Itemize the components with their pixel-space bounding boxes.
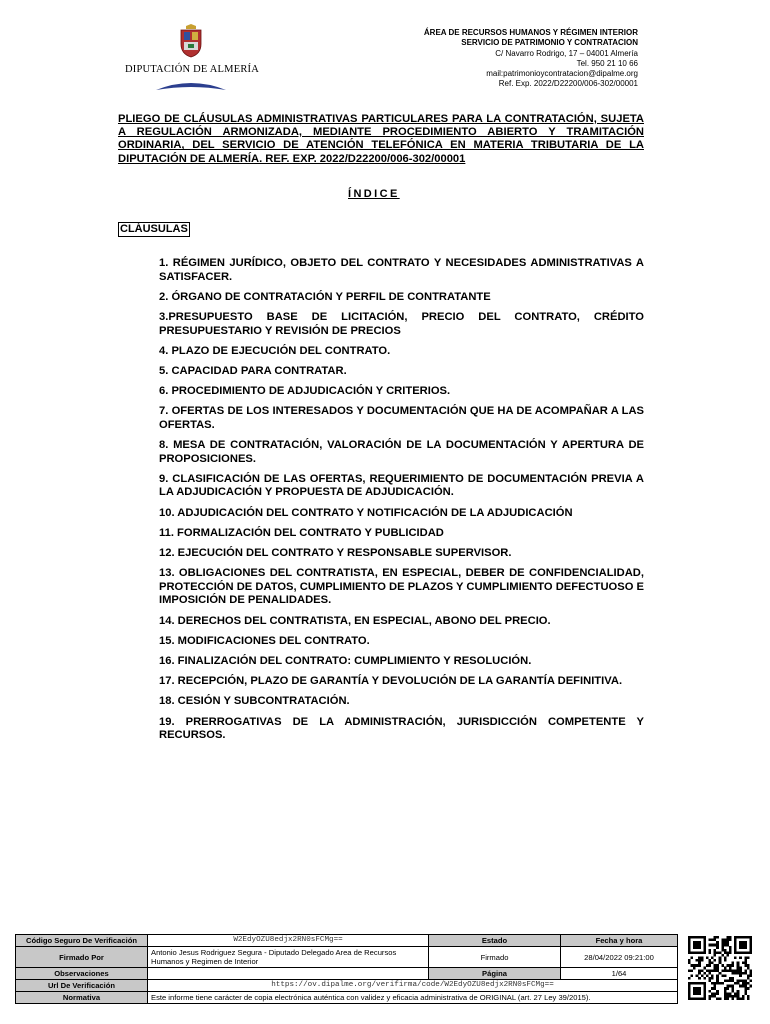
label-firmado-por: Firmado Por <box>16 947 148 968</box>
label-fecha: Fecha y hora <box>561 935 678 947</box>
header-service: SERVICIO DE PATRIMONIO Y CONTRATACION <box>461 38 638 48</box>
label-url: Url De Verificación <box>16 980 148 992</box>
toc-item: 12. EJECUCIÓN DEL CONTRATO Y RESPONSABLE SUPERVISOR. <box>159 547 512 560</box>
header-email[interactable]: mail:patrimonioycontratacion@dipalme.org <box>486 69 638 79</box>
toc-item: 14. DERECHOS DEL CONTRATISTA, EN ESPECIAL, ABONO DEL PRECIO. <box>159 614 551 627</box>
logo-text: DIPUTACIÓN DE ALMERÍA <box>124 64 260 75</box>
toc-item: 13. OBLIGACIONES DEL CONTRATISTA, EN ESPECIAL, DEBER DE CONFIDENCIALIDAD, PROTECCIÓN DE DATOS, CUMPLIMIENTO DE PLAZOS Y CUMPLIMIENTO DEFECTUOSO E IMPOSICIÓN DE PENALIDADES. <box>159 567 644 607</box>
toc-item: 19. PRERROGATIVAS DE LA ADMINISTRACIÓN, JURISDICCIÓN COMPETENTE Y RECURSOS. <box>159 715 644 742</box>
verification-code: W2EdyOZU8edjx2RN0sFCMg== <box>148 935 429 947</box>
observaciones-value <box>148 968 429 980</box>
toc-item: 6. PROCEDIMIENTO DE ADJUDICACIÓN Y CRITERIOS. <box>159 385 451 398</box>
toc-item: 5. CAPACIDAD PARA CONTRATAR. <box>159 364 347 377</box>
toc-item: 15. MODIFICACIONES DEL CONTRATO. <box>159 634 370 647</box>
normativa-value: Este informe tiene carácter de copia electrónica auténtica con validez y eficacia administrativa de ORIGINAL (art. 27 Ley 39/2015). <box>148 992 678 1004</box>
fecha-value: 28/04/2022 09:21:00 <box>561 947 678 968</box>
clausulas-heading: CLÁUSULAS <box>120 223 188 235</box>
toc-item: 4. PLAZO DE EJECUCIÓN DEL CONTRATO. <box>159 344 391 357</box>
coat-of-arms-icon <box>178 24 204 58</box>
label-normativa: Normativa <box>16 992 148 1004</box>
toc-item: 1. RÉGIMEN JURÍDICO, OBJETO DEL CONTRATO Y NECESIDADES ADMINISTRATIVAS A SATISFACER. <box>159 257 644 283</box>
header-address: C/ Navarro Rodrigo, 17 – 04001 Almería <box>495 48 638 58</box>
index-heading: ÍNDICE <box>348 188 400 200</box>
toc-item: 11. FORMALIZACIÓN DEL CONTRATO Y PUBLICIDAD <box>159 526 444 539</box>
toc-item: 9. CLASIFICACIÓN DE LAS OFERTAS, REQUERIMIENTO DE DOCUMENTACIÓN PREVIA A LA ADJUDICACIÓN Y PROPUESTA DE ADJUDICACIÓN. <box>159 472 644 499</box>
header-area: ÁREA DE RECURSOS HUMANOS Y RÉGIMEN INTERIOR <box>423 28 638 37</box>
label-observaciones: Observaciones <box>16 968 148 980</box>
toc-item: 8. MESA DE CONTRATACIÓN, VALORACIÓN DE LA DOCUMENTACIÓN Y APERTURA DE PROPOSICIONES. <box>159 439 644 465</box>
toc-item: 10. ADJUDICACIÓN DEL CONTRATO Y NOTIFICACIÓN DE LA ADJUDICACIÓN <box>159 506 573 519</box>
header-ref: Ref. Exp. 2022/D22200/006-302/00001 <box>498 79 638 89</box>
logo-swoosh <box>156 78 226 92</box>
diputacion-logo <box>122 22 262 94</box>
toc-item: 7. OFERTAS DE LOS INTERESADOS Y DOCUMENTACIÓN QUE HA DE ACOMPAÑAR A LAS OFERTAS. <box>159 405 644 431</box>
table-of-contents <box>159 257 644 749</box>
verification-url[interactable]: https://ov.dipalme.org/verifirma/code/W2EdyOZU8edjx2RN0sFCMg== <box>148 980 678 992</box>
signature-verification-table <box>15 934 678 1004</box>
toc-item: 2. ÓRGANO DE CONTRATACIÓN Y PERFIL DE CONTRATANTE <box>159 290 491 303</box>
document-title: PLIEGO DE CLÁUSULAS ADMINISTRATIVAS PARTICULARES PARA LA CONTRATACIÓN, SUJETA A REGULACIÓN ARMONIZADA, MEDIANTE PROCEDIMIENTO ABIERTO Y TRAMITACIÓN ORDINARIA, DEL SERVICIO DE ATENCIÓN TELEFÓNICA EN MATERIA TRIBUTARIA DE LA DIPUTACIÓN DE ALMERÍA. REF. EXP. 2022/D22200/006-302/00001 <box>118 113 644 165</box>
firmado-por-value: Antonio Jesus Rodriguez Segura - Diputado Delegado Area de Recursos Humanos y Regimen de Interior <box>148 947 429 968</box>
toc-item: 17. RECEPCIÓN, PLAZO DE GARANTÍA Y DEVOLUCIÓN DE LA GARANTÍA DEFINITIVA. <box>159 675 623 688</box>
header-phone: Tel. 950 21 10 66 <box>576 58 638 68</box>
pagina-value: 1/64 <box>561 968 678 980</box>
label-pagina: Página <box>429 968 561 980</box>
estado-value: Firmado <box>429 947 561 968</box>
toc-item: 18. CESIÓN Y SUBCONTRATACIÓN. <box>159 695 350 708</box>
header-contact-block <box>424 28 638 90</box>
label-verification-code: Código Seguro De Verificación <box>16 935 148 947</box>
qr-code-icon <box>688 936 752 1000</box>
toc-item: 16. FINALIZACIÓN DEL CONTRATO: CUMPLIMIENTO Y RESOLUCIÓN. <box>159 654 532 667</box>
toc-item: 3.PRESUPUESTO BASE DE LICITACIÓN, PRECIO DEL CONTRATO, CRÉDITO PRESUPUESTARIO Y REVISIÓN DE PRECIOS <box>159 310 644 337</box>
label-estado: Estado <box>429 935 561 947</box>
